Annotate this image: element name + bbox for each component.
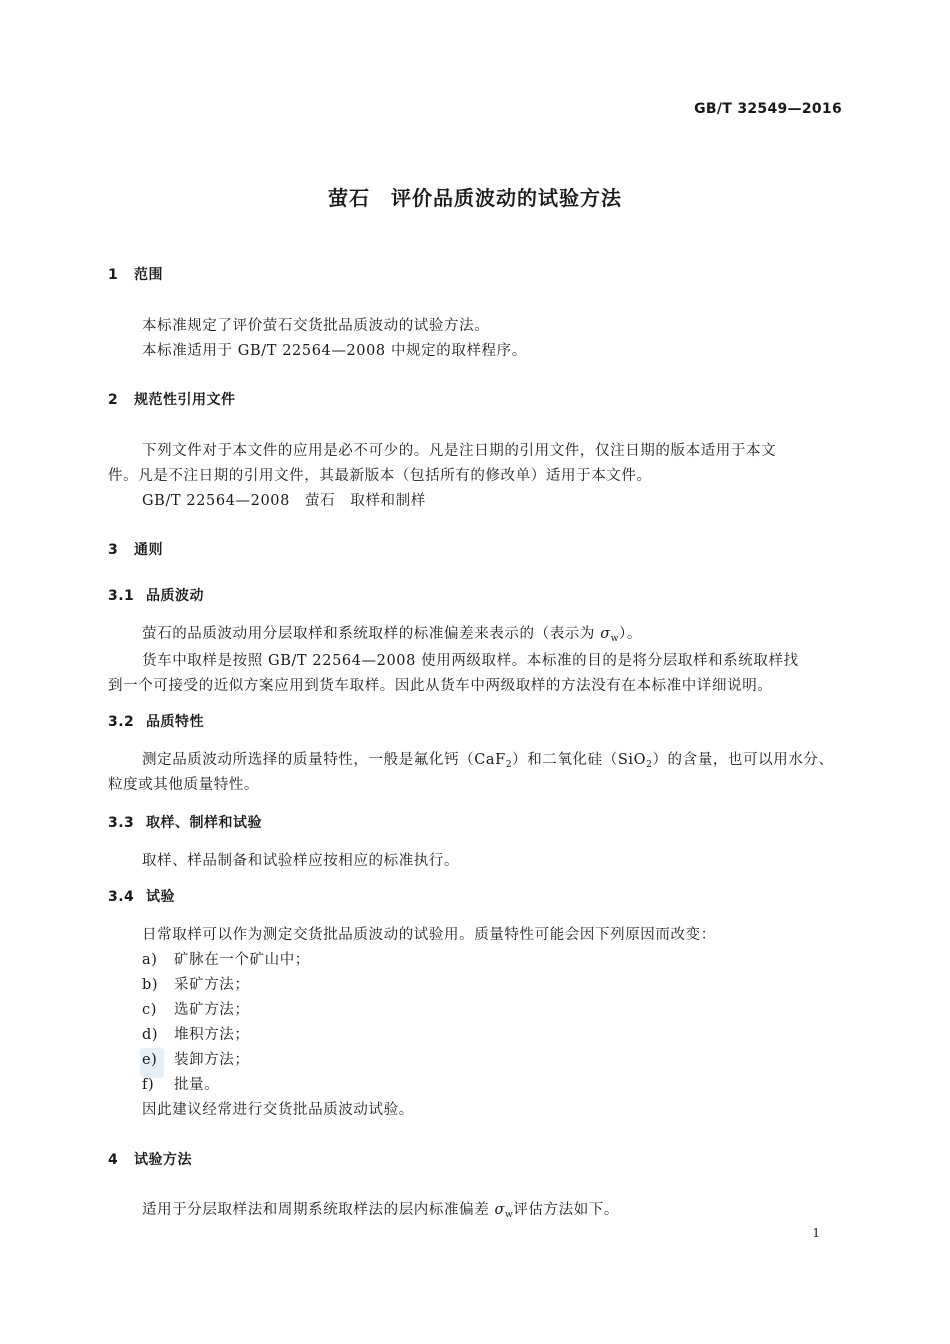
section-number: 4 (108, 1152, 119, 1168)
paragraph: 取样、样品制备和试验样应按相应的标准执行。 (142, 853, 460, 869)
section-3-1-heading (108, 585, 204, 605)
section-number: 3.2 (108, 714, 135, 730)
section-title: 通则 (134, 542, 163, 558)
list-item: c) 选矿方法； (142, 1002, 250, 1018)
paragraph: 件。凡是不注日期的引用文件，其最新版本（包括所有的修改单）适用于本文件。 (108, 468, 652, 484)
section-number: 2 (108, 392, 119, 408)
sigma-symbol: σ (600, 626, 611, 642)
paragraph: 粒度或其他质量特性。 (108, 777, 259, 793)
section-title: 范围 (134, 267, 163, 283)
section-number: 3.1 (108, 588, 135, 604)
page-number: 1 (812, 1226, 820, 1240)
list-item: e) 装卸方法； (142, 1052, 250, 1068)
paragraph: 因此建议经常进行交货批品质波动试验。 (142, 1102, 414, 1118)
section-title: 试验 (146, 889, 175, 905)
paragraph: 本标准规定了评价萤石交货批品质波动的试验方法。 (142, 318, 490, 334)
section-number: 3.3 (108, 815, 135, 831)
document-title: 萤石 评价品质波动的试验方法 (328, 186, 622, 210)
section-number: 3.4 (108, 889, 135, 905)
paragraph: 到一个可接受的近似方案应用到货车取样。因此从货车中两级取样的方法没有在本标准中详细说明。 (108, 678, 773, 694)
section-1-heading (108, 264, 163, 284)
paragraph: 萤石的品质波动用分层取样和系统取样的标准偏差来表示的（表示为 $\sigma_w$）。 (142, 626, 642, 644)
paragraph: 适用于分层取样法和周期系统取样法的层内标准偏差 $\sigma_w$评估方法如下。 (142, 1202, 620, 1220)
standard-number: GB/T 32549—2016 (694, 101, 842, 117)
section-title: 取样、制样和试验 (146, 815, 262, 831)
section-3-3-heading (108, 812, 262, 832)
list-item: f) 批量。 (142, 1077, 220, 1093)
normative-reference: GB/T 22564—2008 萤石 取样和制样 (142, 493, 426, 509)
section-2-heading (108, 389, 236, 409)
section-number: 1 (108, 267, 119, 283)
paragraph: 下列文件对于本文件的应用是必不可少的。凡是注日期的引用文件，仅注日期的版本适用于本文 (142, 443, 777, 459)
list-item: b) 采矿方法； (142, 977, 250, 993)
paragraph: 本标准适用于 GB/T 22564—2008 中规定的取样程序。 (142, 343, 527, 359)
section-title: 规范性引用文件 (134, 392, 236, 408)
paragraph: 货车中取样是按照 GB/T 22564—2008 使用两级取样。本标准的目的是将分层取样和系统取样找 (142, 653, 799, 669)
sigma-symbol: σ (494, 1202, 506, 1218)
section-title: 品质波动 (146, 588, 204, 604)
section-3-heading (108, 539, 163, 559)
section-title: 品质特性 (146, 714, 204, 730)
section-3-2-heading (108, 711, 204, 731)
section-4-heading (108, 1149, 192, 1169)
list-item: d) 堆积方法； (142, 1027, 250, 1043)
section-number: 3 (108, 542, 119, 558)
paragraph: 测定品质波动所选择的质量特性，一般是氟化钙（CaF$_2$）和二氧化硅（SiO$_2$）的含量，也可以用水分、 (142, 752, 834, 770)
list-item: a) 矿脉在一个矿山中； (142, 952, 310, 968)
section-title: 试验方法 (134, 1152, 192, 1168)
paragraph: 日常取样可以作为测定交货批品质波动的试验用。质量特性可能会因下列原因而改变： (142, 927, 716, 943)
section-3-4-heading (108, 886, 175, 906)
